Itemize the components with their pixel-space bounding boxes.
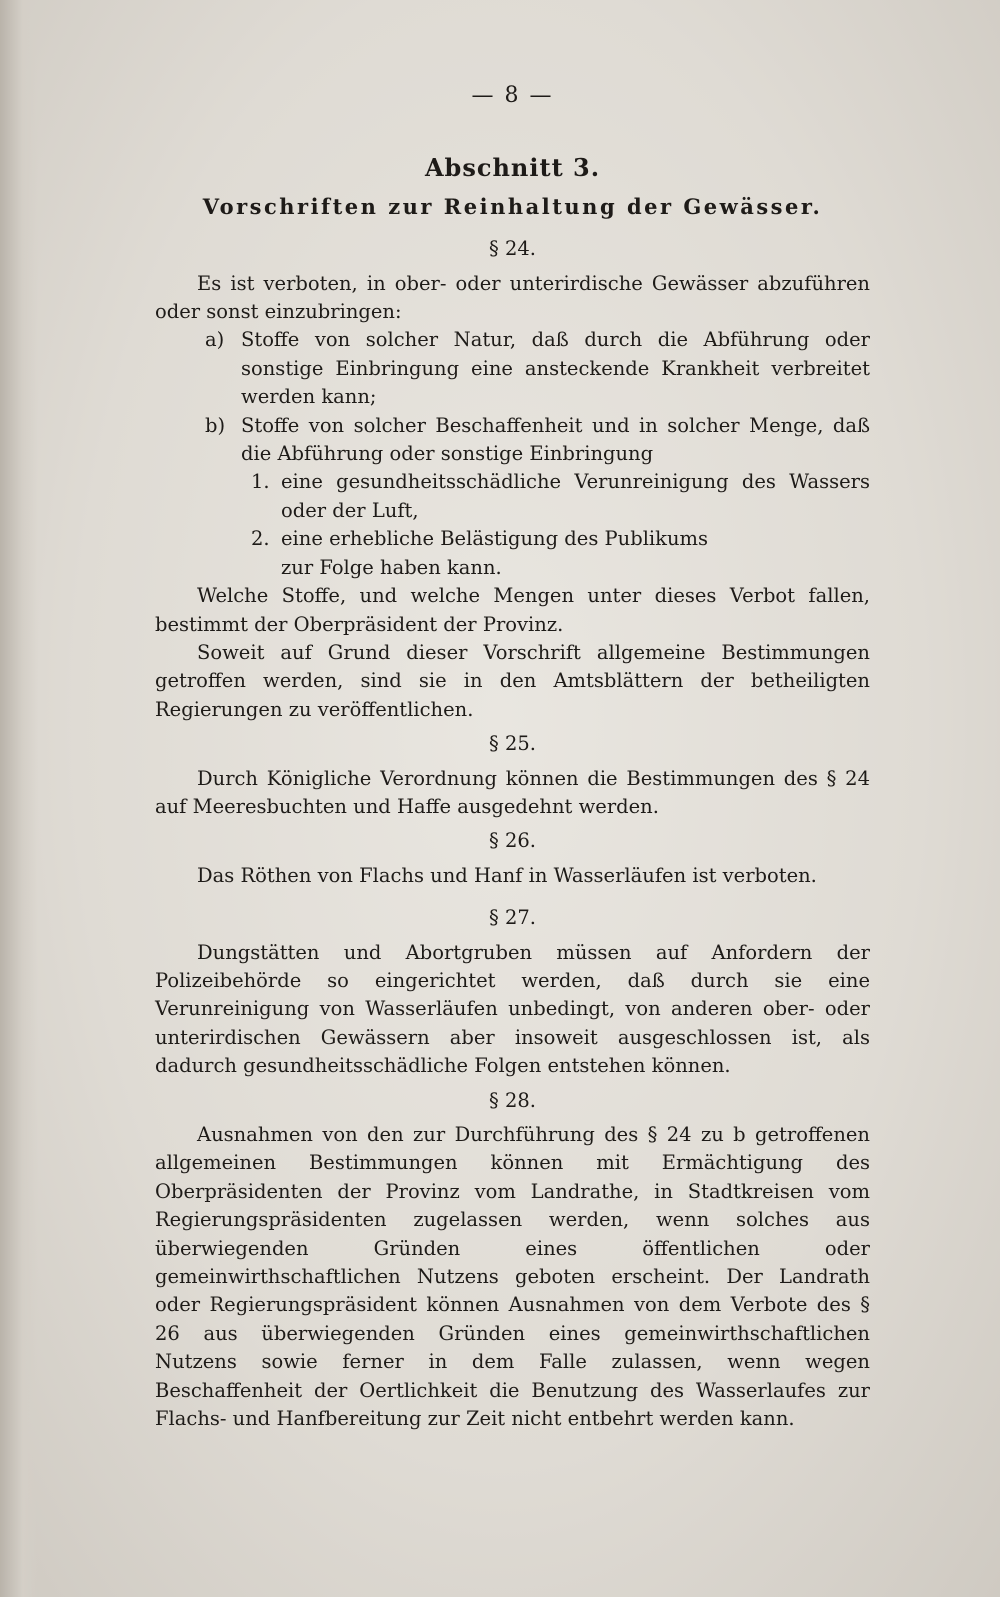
subitem-label: 1. [251,470,270,494]
p26-text: Das Röthen von Flachs und Hanf in Wasserläufen ist verboten. [197,863,817,887]
item-label: b) [205,413,226,437]
subitem-label: 2. [251,527,270,551]
paragraph-sign-24: § 24. [489,237,536,261]
item-text: Stoffe von solcher Beschaffenheit und in solcher Menge, daß die Abführung oder sonstige Einbringung [241,413,870,466]
section-title: Abschnitt 3. [424,153,601,183]
p24-intro: Es ist verboten, in ober- oder unterirdische Gewässer abzuführen oder sonst einzubringen: [155,271,870,324]
subitem-text: eine erhebliche Belästigung des Publikums [281,527,709,551]
subitem-text: eine gesundheitsschädliche Verunreinigung des Wassers oder der Luft, [281,470,870,522]
binding-shadow [0,0,38,1597]
p25-text: Durch Königliche Verordnung können die Bestimmungen des § 24 auf Meeresbuchten und Haffe ausgedehnt werden. [155,766,870,818]
p24-subitem-2-continuation [155,554,870,582]
page-body [155,82,870,1433]
paragraph-sign-26: § 26. [489,829,536,853]
paragraph-sign-28: § 28. [489,1088,536,1112]
p24-subitem-1 [155,468,870,525]
p24-subitem-2 [155,525,870,553]
paragraph-sign-27: § 27. [489,906,536,930]
p24-para-2: Welche Stoffe, und welche Mengen unter dieses Verbot fallen, bestimmt der Oberpräsident der Provinz. [155,584,870,636]
subitem-continuation: zur Folge haben kann. [281,555,502,579]
p24-item-b [155,412,870,469]
section-subtitle: Vorschriften zur Reinhaltung der Gewässer. [202,193,823,219]
paragraph-sign-25: § 25. [489,732,536,756]
item-label: a) [205,328,225,352]
p24-para-3: Soweit auf Grund dieser Vorschrift allgemeine Bestimmungen getroffen werden, sind sie in den Amtsblättern der betheiligten Regierungen zu veröffentlichen. [155,640,870,721]
p28-text: Ausnahmen von den zur Durchführung des § 24 zu b getroffenen allgemeinen Bestimmungen können mit Ermächtigung des Oberpräsidenten der Provinz vom Landrathe, in Stadtkreisen vom Regierungspräsidenten zugelassen werden, wenn solches aus überwiegenden Gründen eines öffentlichen oder gemeinwirthschaftlichen Nutzens geboten erscheint. Der Landrath oder Regierungspräsident können Ausnahmen von dem Verbote des § 26 aus überwiegenden Gründen eines gemeinwirthschaftlichen Nutzens sowie ferner in dem Falle zulassen, wenn wegen Beschaffenheit der Oertlichkeit die Benutzung des Wasserlaufes zur Flachs- und Hanfbereitung zur Zeit nicht entbehrt werden kann. [155,1123,870,1431]
item-text: Stoffe von solcher Natur, daß durch die Abführung oder sonstige Einbringung eine ansteckende Krankheit verbreitet werden kann; [241,328,870,409]
p24-item-a [155,326,870,411]
p27-text: Dungstätten und Abortgruben müssen auf Anfordern der Polizeibehörde so eingerichtet werden, daß durch sie eine Verunreinigung von Wasserläufen unbedingt, von anderen ober- oder unterirdischen Gewässern aber insoweit ausgeschlossen ist, als dadurch gesundheitsschädliche Folgen entstehen können. [155,940,870,1078]
page-number: — 8 — [471,83,554,108]
